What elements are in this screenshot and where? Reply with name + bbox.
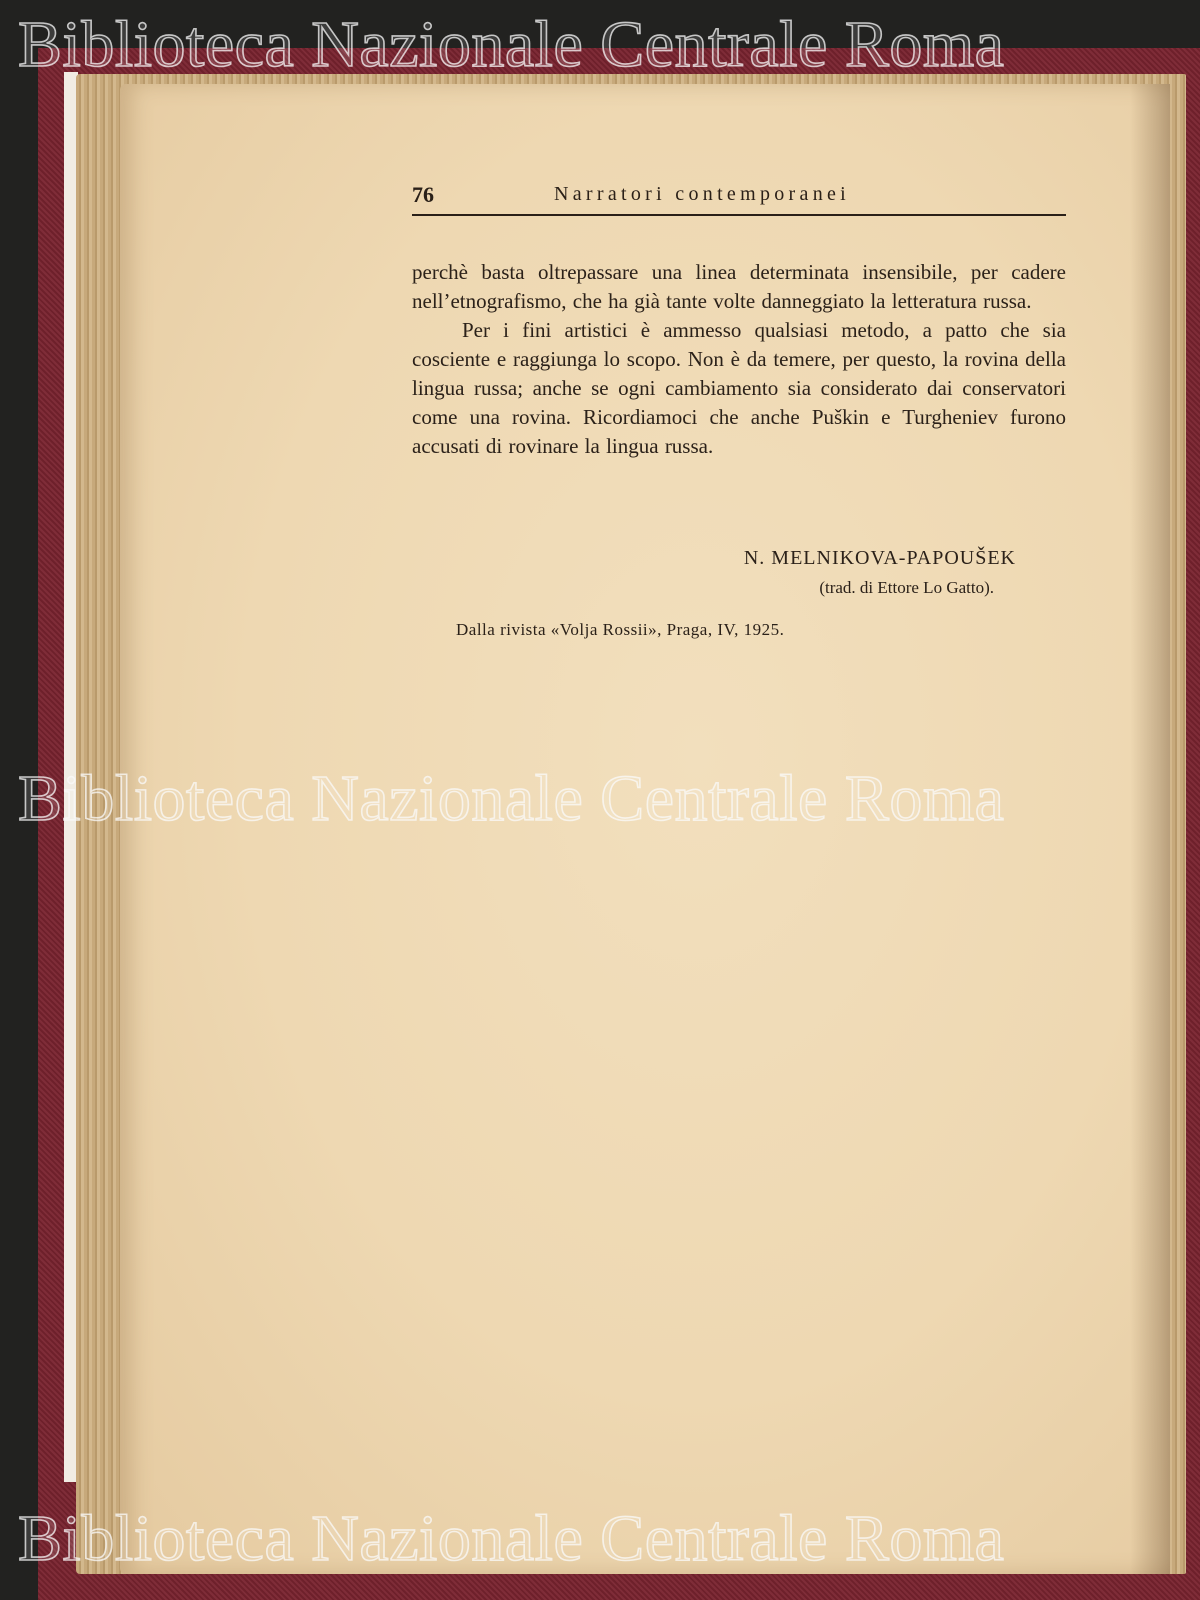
header-rule (412, 214, 1066, 216)
body-text (412, 258, 1066, 461)
translator-credit: (trad. di Ettore Lo Gatto). (819, 578, 994, 597)
page-number: 76 (412, 182, 434, 207)
paragraph: perchè basta oltrepassare una linea determinata insensibile, per cadere nell’etnografismo, che ha già tante volte danneggiato la letteratura russa. (412, 260, 1066, 313)
watermark: Biblioteca Nazionale Centrale Roma (18, 762, 1005, 835)
paragraph: Per i fini artistici è ammesso qualsiasi metodo, a patto che sia cosciente e raggiunga lo scopo. Non è da temere, per questo, la rovina della lingua russa; anche se ogni cambiamento sia considerato dai conservatori come una rovina. Ricordiamoci che anche Puškin e Turgheniev furono accusati di rovinare la lingua russa. (412, 318, 1066, 458)
running-head (412, 180, 1066, 220)
author-signature: N. MELNIKOVA-PAPOUŠEK (743, 547, 1016, 569)
watermark: Biblioteca Nazionale Centrale Roma (18, 8, 1005, 81)
watermark: Biblioteca Nazionale Centrale Roma (18, 1502, 1005, 1575)
source-citation: Dalla rivista «Volja Rossii», Praga, IV, 1925. (456, 620, 785, 639)
running-title: Narratori contemporanei (554, 183, 851, 205)
